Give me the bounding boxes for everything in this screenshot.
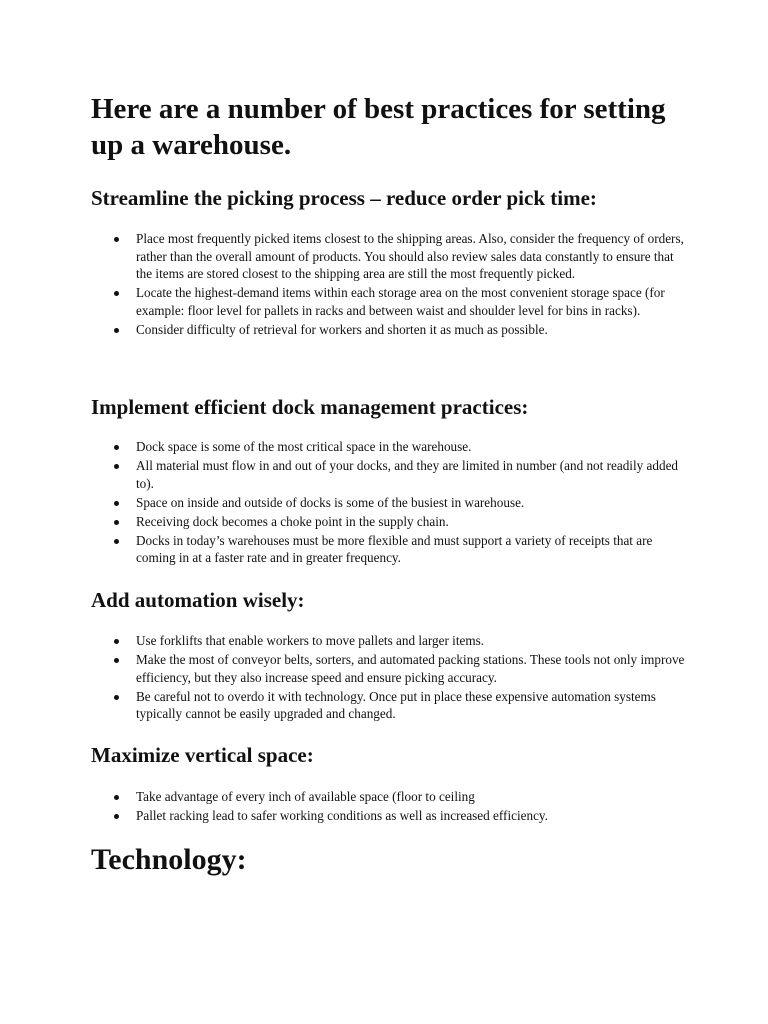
list-item-text: Be careful not to overdo it with technology. Once put in place these expensive automation systems typically cannot be easily upgraded and changed.	[136, 688, 656, 721]
technology-heading: Technology:	[91, 843, 247, 876]
list-item-text: Docks in today’s warehouses must be more flexible and must support a variety of receipts that are coming in at a faster rate and in greater frequency.	[136, 532, 653, 565]
bullet-icon	[114, 639, 119, 644]
list-item	[114, 284, 686, 319]
section-heading-vertical-space: Maximize vertical space:	[91, 743, 314, 767]
list-item	[114, 532, 686, 567]
list-item	[114, 807, 686, 825]
bullet-icon	[114, 445, 119, 450]
list-item	[114, 494, 686, 512]
bullet-icon	[114, 795, 119, 800]
bullet-list-picking	[114, 230, 686, 340]
bullet-list-vertical-space	[114, 788, 686, 826]
bullet-icon	[114, 328, 119, 333]
bullet-icon	[114, 464, 119, 469]
list-item-text: Consider difficulty of retrieval for workers and shorten it as much as possible.	[136, 321, 548, 337]
document-title: Here are a number of best practices for setting up a warehouse.	[91, 93, 666, 161]
bullet-list-dock	[114, 438, 686, 568]
list-item	[114, 632, 686, 650]
bullet-list-automation	[114, 632, 686, 724]
list-item	[114, 688, 686, 723]
bullet-icon	[114, 814, 119, 819]
section-heading-picking: Streamline the picking process – reduce order pick time:	[91, 186, 597, 210]
list-item	[114, 788, 686, 806]
list-item	[114, 651, 686, 686]
bullet-icon	[114, 501, 119, 506]
list-item-text: Place most frequently picked items closest to the shipping areas. Also, consider the frequency of orders, rather than the overall amount of products. You should also review sales data constantly to ensure that the items are stored closest to the shipping area are still the most frequently picked.	[136, 231, 684, 281]
bullet-icon	[114, 291, 119, 296]
list-item	[114, 438, 686, 456]
bullet-icon	[114, 695, 119, 700]
list-item	[114, 230, 686, 283]
list-item-text: Make the most of conveyor belts, sorters, and automated packing stations. These tools not only improve efficiency, but they also increase speed and ensure picking accuracy.	[136, 652, 685, 685]
list-item-text: Locate the highest-demand items within each storage area on the most convenient storage space (for example: floor level for pallets in racks and between waist and shoulder level for bins in racks).	[136, 285, 665, 318]
list-item	[114, 457, 686, 492]
list-item	[114, 321, 686, 339]
list-item-text: Use forklifts that enable workers to move pallets and larger items.	[136, 633, 485, 648]
list-item-text: Dock space is some of the most critical space in the warehouse.	[136, 439, 472, 454]
list-item-text: Receiving dock becomes a choke point in the supply chain.	[136, 513, 449, 529]
bullet-icon	[114, 539, 119, 544]
list-item-text: Take advantage of every inch of available space (floor to ceiling	[136, 789, 475, 804]
section-heading-dock: Implement efficient dock management practices:	[91, 395, 529, 419]
list-item-text: Pallet racking lead to safer working conditions as well as increased efficiency.	[136, 808, 548, 823]
section-heading-automation: Add automation wisely:	[91, 588, 305, 612]
bullet-icon	[114, 237, 119, 242]
list-item-text: Space on inside and outside of docks is some of the busiest in warehouse.	[136, 494, 525, 510]
list-item-text: All material must flow in and out of your docks, and they are limited in number (and not readily added to).	[136, 458, 679, 491]
bullet-icon	[114, 520, 119, 525]
bullet-icon	[114, 658, 119, 663]
list-item	[114, 513, 686, 531]
